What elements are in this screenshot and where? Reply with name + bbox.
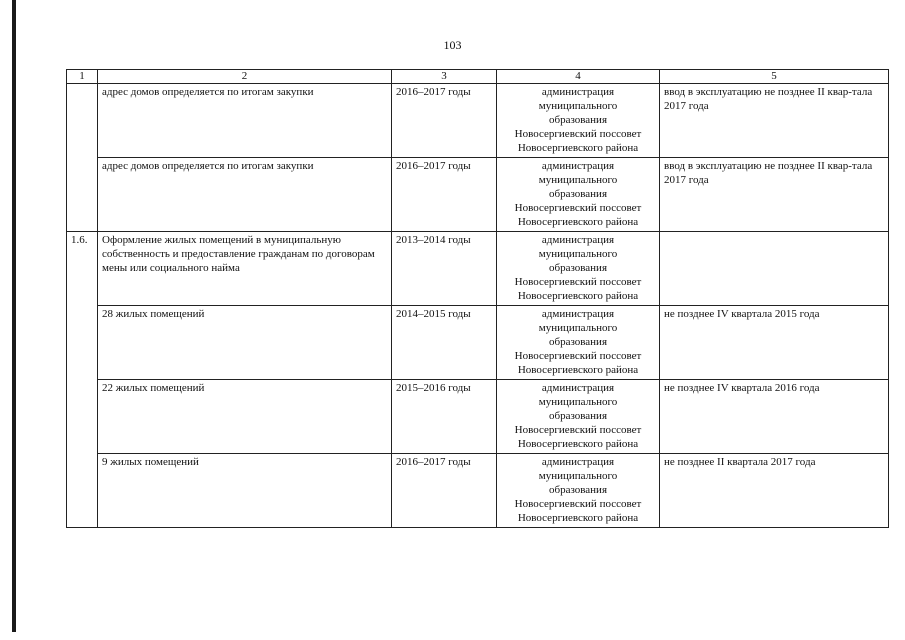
row-number [67,306,98,380]
column-header: 1 [67,70,98,84]
page-number: 103 [443,38,462,52]
executor-line: Новосергиевского района [517,364,639,376]
executor-line: администрация [541,308,615,320]
executor-line: муниципального [538,396,618,408]
executor-line: Новосергиевский поссовет [514,424,642,436]
row-number [67,84,98,158]
row-executor [497,84,660,158]
executor-line: Новосергиевского района [517,142,639,154]
executor-line: образования [548,114,608,126]
row-deadline: ввод в эксплуатацию не позднее II квар-тала 2017 года [660,84,889,158]
table-row [67,306,889,380]
executor-line: администрация [541,86,615,98]
executor-line: образования [548,410,608,422]
row-period: 2015–2016 годы [392,380,497,454]
column-header: 3 [392,70,497,84]
column-header: 4 [497,70,660,84]
row-number: 1.6. [67,232,98,306]
executor-line: Новосергиевский поссовет [514,276,642,288]
table-row [67,158,889,232]
row-description: 22 жилых помещений [98,380,392,454]
executor-line: Новосергиевский поссовет [514,350,642,362]
executor-line: Новосергиевского района [517,438,639,450]
executor-line: Новосергиевского района [517,512,639,524]
executor-line: образования [548,188,608,200]
row-number [67,380,98,454]
row-number [67,454,98,528]
row-executor [497,454,660,528]
column-header: 2 [98,70,392,84]
executor-line: администрация [541,382,615,394]
row-description: 9 жилых помещений [98,454,392,528]
executor-line: образования [548,262,608,274]
executor-line: Новосергиевский поссовет [514,202,642,214]
executor-line: муниципального [538,470,618,482]
row-deadline: не позднее IV квартала 2015 года [660,306,889,380]
table-row [67,454,889,528]
row-deadline: ввод в эксплуатацию не позднее II квар-тала 2017 года [660,158,889,232]
row-deadline [660,232,889,306]
row-description: адрес домов определяется по итогам закупки [98,84,392,158]
executor-line: Новосергиевский поссовет [514,128,642,140]
executor-line: администрация [541,234,615,246]
row-period: 2014–2015 годы [392,306,497,380]
table-row [67,380,889,454]
row-description: 28 жилых помещений [98,306,392,380]
row-executor [497,380,660,454]
executor-line: муниципального [538,100,618,112]
table-row [67,84,889,158]
executor-line: муниципального [538,248,618,260]
row-period: 2016–2017 годы [392,454,497,528]
scan-edge-bar [12,0,16,632]
executor-line: образования [548,484,608,496]
row-executor [497,232,660,306]
executor-line: администрация [541,160,615,172]
executor-line: образования [548,336,608,348]
executor-line: Новосергиевского района [517,290,639,302]
executor-line: администрация [541,456,615,468]
row-period: 2016–2017 годы [392,158,497,232]
table-row [67,232,889,306]
program-table [66,69,889,528]
executor-line: муниципального [538,174,618,186]
row-deadline: не позднее IV квартала 2016 года [660,380,889,454]
column-header: 5 [660,70,889,84]
row-deadline: не позднее II квартала 2017 года [660,454,889,528]
row-period: 2016–2017 годы [392,84,497,158]
row-executor [497,306,660,380]
table-header-row [67,70,889,84]
row-description: Оформление жилых помещений в муниципальную собственность и предоставление гражданам по договорам мены или социального найма [98,232,392,306]
executor-line: муниципального [538,322,618,334]
row-period: 2013–2014 годы [392,232,497,306]
row-description: адрес домов определяется по итогам закупки [98,158,392,232]
executor-line: Новосергиевского района [517,216,639,228]
executor-line: Новосергиевский поссовет [514,498,642,510]
row-number [67,158,98,232]
row-executor [497,158,660,232]
